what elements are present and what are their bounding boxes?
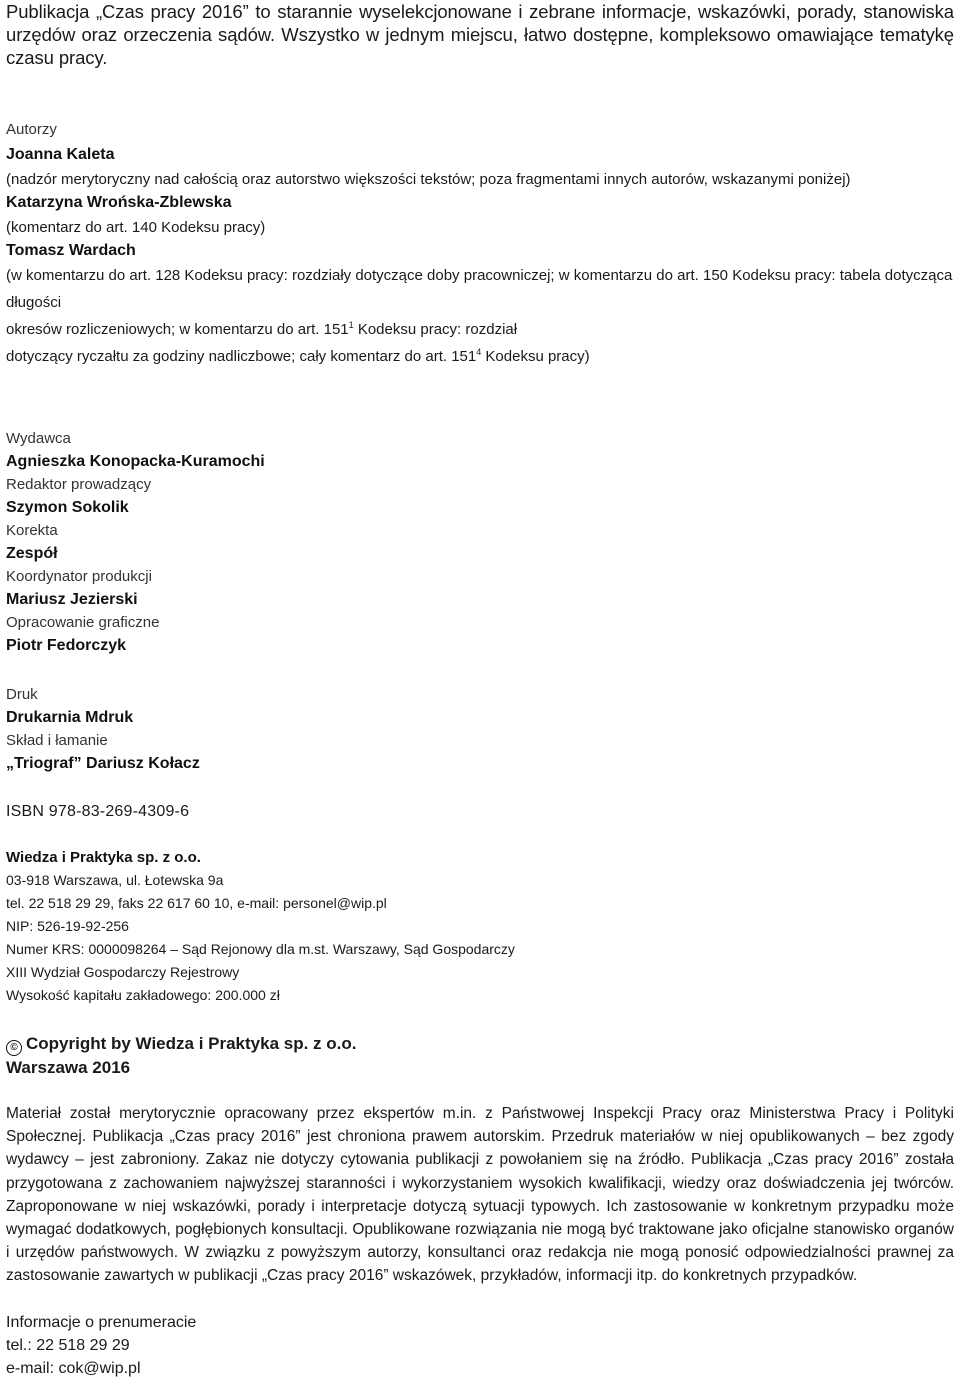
credit-name: Szymon Sokolik (6, 499, 129, 516)
credit-name: „Triograf” Dariusz Kołacz (6, 755, 200, 772)
author-description-line: okresów rozliczeniowych; w komentarzu do art. $151^1$ Kodeksu pracy: rozdział (6, 320, 518, 338)
copyright-icon: © (6, 1040, 22, 1056)
publisher-phone: tel. 22 518 29 29, faks 22 617 60 10, e-mail: personel@wip.pl (6, 895, 387, 911)
subscription-email: e-mail: cok@wip.pl (6, 1360, 141, 1377)
author-name: Joanna Kaleta (6, 146, 115, 163)
publisher-nip: NIP: 526-19-92-256 (6, 918, 129, 934)
credit-label: Redaktor prowadzący (6, 476, 152, 493)
credits-section (6, 427, 954, 657)
author-description: (w komentarzu do art. 128 Kodeksu pracy: rozdziały dotyczące doby pracowniczej; w komentarzu do art. 150 Kodeksu pracy: tabela dotycząca długości (6, 267, 953, 311)
subscription-phone: tel.: 22 518 29 29 (6, 1337, 130, 1354)
author-name: Katarzyna Wrońska-Zblewska (6, 194, 232, 211)
legal-section (6, 1102, 954, 1288)
publisher-address: 03-918 Warszawa, ul. Łotewska 9a (6, 872, 224, 888)
credit-name: Piotr Fedorczyk (6, 637, 127, 654)
intro-paragraph: Publikacja „Czas pracy 2016” to starannie wyselekcjonowane i zebrane informacje, wskazówki, porady, stanowiska urzędów oraz orzeczenia sądów. Wszystko w jednym miejscu, łatwo dostępne, kompleksowo omawiające tematykę czasu pracy. (6, 1, 954, 68)
authors-section (6, 118, 954, 370)
credit-label: Wydawca (6, 430, 71, 447)
legal-notice: Materiał został merytorycznie opracowany przez ekspertów m.in. z Państwowej Inspekcji Pracy oraz Ministerstwa Pracy i Polityki Społecznej. Publikacja „Czas pracy 2016” jest chroniona prawem autorskim. Przedruk materiałów w niej opublikowanych – bez zgody wydawcy – jest zabroniony. Zakaz nie dotyczy cytowania publikacji z powołaniem się na źródło. Publikacja „Czas pracy 2016” została przygotowana z zachowaniem najwyższej staranności i wykorzystaniem wysokich kwalifikacji, wiedzy oraz doświadczenia jej twórców. Zaproponowane w niej wskazówki, porady i interpretacje dotyczą sytuacji typowych. Ich zastosowanie w konkretnym przypadku może wymagać dodatkowych, pogłębionych konsultacji. Opublikowane rozwiązania nie mogą być traktowane jako oficjalne stanowisko organów i urzędów państwowych. W związku z powyższym autorzy, konsultanci oraz redakcja nie mogą ponosić odpowiedzialności prawnej za zastosowanie zawartych w publikacji „Czas pracy 2016” wskazówek, przykładów, informacji itp. do konkretnych przypadków. (6, 1105, 954, 1285)
subscription-section (6, 1311, 954, 1380)
credit-label: Korekta (6, 522, 58, 539)
credit-name: Mariusz Jezierski (6, 591, 138, 608)
credit-label: Skład i łamanie (6, 732, 108, 749)
credit-name: Zespół (6, 545, 58, 562)
credit-label: Opracowanie graficzne (6, 614, 160, 631)
author-description: (nadzór merytoryczny nad całością oraz autorstwo większości tekstów; poza fragmentami innych autorów, wskazanymi poniżej) (6, 171, 851, 188)
copyright-year: Warszawa 2016 (6, 1058, 131, 1077)
print-section (6, 683, 954, 775)
publisher-capital: Wysokość kapitału zakładowego: 200.000 zł (6, 987, 280, 1003)
author-name: Tomasz Wardach (6, 242, 136, 259)
copyright-line: © Copyright by Wiedza i Praktyka sp. z o.o. (6, 1032, 954, 1056)
publisher-krs: Numer KRS: 0000098264 – Sąd Rejonowy dla m.st. Warszawy, Sąd Gospodarczy (6, 941, 515, 957)
publisher-section (6, 846, 954, 1007)
credit-label: Druk (6, 686, 38, 703)
credit-name: Agnieszka Konopacka-Kuramochi (6, 453, 265, 470)
authors-label: Autorzy (6, 121, 57, 138)
publisher-dept: XIII Wydział Gospodarczy Rejestrowy (6, 964, 240, 980)
subscription-label: Informacje o prenumeracie (6, 1314, 197, 1331)
credit-name: Drukarnia Mdruk (6, 709, 134, 726)
credit-label: Koordynator produkcji (6, 568, 152, 585)
copyright-section (6, 1032, 954, 1079)
author-description: (komentarz do art. 140 Kodeksu pracy) (6, 219, 266, 236)
isbn: ISBN 978-83-269-4309-6 (6, 803, 190, 820)
publisher-name: Wiedza i Praktyka sp. z o.o. (6, 849, 201, 866)
author-description-line: dotyczący ryczałtu za godziny nadliczbowe; cały komentarz do art. $151^4$ Kodeksu pracy) (6, 347, 590, 365)
